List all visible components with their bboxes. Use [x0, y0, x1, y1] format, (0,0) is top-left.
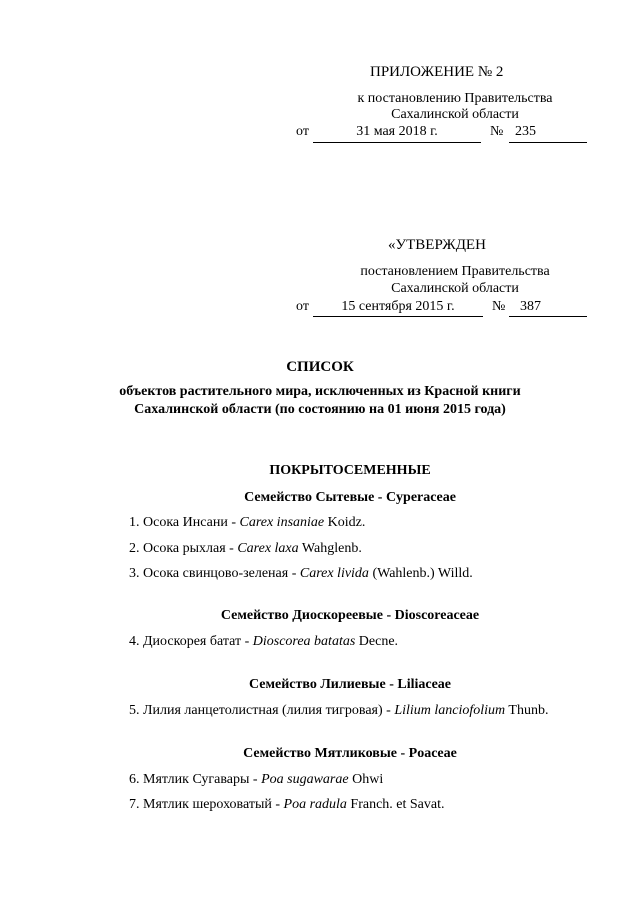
appendix-line1: к постановлению Правительства [357, 91, 553, 106]
approved-number: 387 [520, 299, 541, 314]
appendix-from-label: от [296, 124, 309, 139]
section-title: ПОКРЫТОСЕМЕННЫЕ [269, 463, 431, 478]
family-title-cyperaceae: Семейство Сытевые - Cyperaceae [244, 490, 456, 505]
list-subtitle-line2: Сахалинской области (по состоянию на 01 июня 2015 года) [134, 402, 506, 417]
approved-date: 15 сентября 2015 г. [341, 299, 455, 314]
appendix-number-underline [509, 142, 587, 143]
approved-date-underline [313, 316, 483, 317]
appendix-number-label: № [490, 124, 504, 139]
approved-number-label: № [492, 299, 506, 314]
list-item: 7. Мятлик шероховатый - Poa radula Franch. et Savat. [129, 797, 445, 812]
family-title-liliaceae: Семейство Лилиевые - Liliaceae [248, 677, 451, 692]
list-item: 2. Осока рыхлая - Carex laxa Wahglenb. [129, 541, 362, 556]
appendix-number: 235 [515, 124, 536, 139]
approved-title: «УТВЕРЖДЕН [388, 237, 486, 253]
list-item: 3. Осока свинцово-зеленая - Carex livida (Wahlenb.) Willd. [129, 566, 473, 581]
appendix-date-underline [313, 142, 481, 143]
list-title: СПИСОК [286, 359, 354, 375]
appendix-date: 31 мая 2018 г. [356, 124, 438, 139]
appendix-line2: Сахалинской области [391, 107, 519, 122]
list-item: 5. Лилия ланцетолистная (лилия тигровая) - Lilium lanciofolium Thunb. [129, 703, 549, 718]
list-item: 4. Диоскорея батат - Dioscorea batatas Decne. [129, 634, 399, 649]
list-subtitle-line1: объектов растительного мира, исключенных из Красной книги [119, 384, 521, 399]
approved-line2: Сахалинской области [391, 281, 519, 296]
list-item: 6. Мятлик Сугавары - Poa sugawarae Ohwi [129, 772, 384, 787]
appendix-title: ПРИЛОЖЕНИЕ № 2 [370, 64, 504, 80]
list-item: 1. Осока Инсани - Carex insaniae Koidz. [129, 515, 366, 530]
family-title-dioscoreaceae: Семейство Диоскорeевые - Dioscoreaceae [220, 608, 480, 623]
approved-from-label: от [296, 299, 309, 314]
family-title-poaceae: Семейство Мятликовые - Poaceae [243, 746, 457, 761]
approved-line1: постановлением Правительства [360, 264, 550, 279]
approved-number-underline [509, 316, 587, 317]
